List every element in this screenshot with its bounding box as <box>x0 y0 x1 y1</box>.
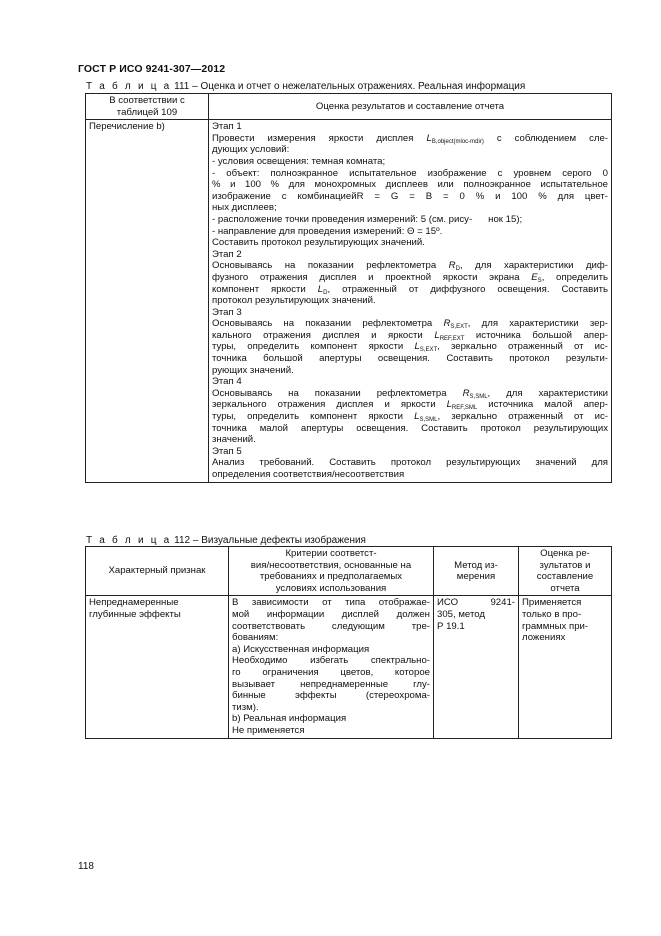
stage-title: Этап 1 <box>212 121 242 133</box>
text-line: протокол результирующих значений. <box>212 295 376 307</box>
stage-title: Этап 3 <box>212 306 242 318</box>
method-cell: ИСО 9241- 305, метод Р 19.1 <box>434 596 519 738</box>
result-cell: Применяется только в про- граммных при- ложениях <box>519 596 612 738</box>
header-cell-method: Метод из- мерения <box>434 547 519 596</box>
document-header: ГОСТ Р ИСО 9241-307—2012 <box>78 63 226 75</box>
text-line: кального отражения дисплея и яркости $L_{REF,EXT}$ источника большой апер- <box>212 329 608 342</box>
text-line: точника большой апертуры освещения. Составить протокол результи- <box>212 353 608 365</box>
header-cell-reference <box>86 94 209 120</box>
header-text: В соответствии с <box>109 95 185 106</box>
header-cell-feature: Характерный признак <box>86 547 229 596</box>
header-cell-criteria: Критерии соответст- вия/несоответствия, основанные на требованиях и предполагаемых условиях использования <box>229 547 434 596</box>
criteria-cell: В зависимости от типа отображае- мой информации дисплей должен соответствовать следующим тре- бованиям: а) Искусственная информация Необходимо избегать спектрально- го ограничения цветов, которое вызывает непреднамеренные глу- бинные эффекты (стереохрома- тизм). b) Реальная информация Не применяется <box>229 596 434 738</box>
text-line: туры, определить компонент яркости $L_{S,EXT}$, зеркально отраженный от ис- <box>212 341 608 354</box>
page-number: 118 <box>78 861 94 872</box>
text-line: - направление для проведения измерений: Θ = 15º. <box>212 225 443 237</box>
stage-title: Этап 4 <box>212 376 242 388</box>
text-line: Основываясь на показании рефлектометра $R_D$, для характеристики диф- <box>212 260 608 273</box>
header-cell-result: Оценка ре- зультатов и составление отчета <box>519 547 612 596</box>
text-line: зеркального отражения дисплея и яркости $L_{REF,SML}$ источника малой апер- <box>212 399 608 412</box>
caption-word: Т а б л и ц а <box>86 81 172 92</box>
table-header-row <box>86 547 612 596</box>
text-line: - расположение точки проведения измерений: 5 (см. рису- нок 15); <box>212 213 523 225</box>
table-header-row <box>86 94 612 120</box>
text-line: - условия освещения: темная комната; <box>212 155 386 167</box>
table-111 <box>85 93 612 483</box>
evaluation-cell <box>209 120 612 482</box>
text-line: % и 100 % для монохромных дисплеев или полноэкранное испытательное <box>212 179 608 191</box>
text-line: - объект: полноэкранное испытательное изображение с уровнем серого 0 <box>212 167 608 179</box>
text-line: Составить протокол результирующих значений. <box>212 237 425 249</box>
caption-word: Т а б л и ц а <box>86 535 172 546</box>
text-line: Основываясь на показании рефлектометра $R_{S,EXT}$, для характеристики зер- <box>212 318 608 331</box>
text-line: фузного отражения дисплея и проектной яркости экрана $E_S$, определить <box>212 271 608 284</box>
stage-title: Этап 2 <box>212 248 242 260</box>
caption-text: 111 – Оценка и отчет о нежелательных отражениях. Реальная информация <box>174 81 526 92</box>
header-cell-evaluation: Оценка результатов и составление отчета <box>209 94 612 120</box>
table-112-caption <box>86 535 366 546</box>
text-line: компонент яркости $L_D$, отраженный от диффузного освещения. Составить <box>212 283 608 296</box>
text-line: Провести измерения яркости дисплея $L_{B,object(mloc-mdir)}$ с соблюдением сле- <box>212 132 608 145</box>
text-line: рующих значений. <box>212 364 294 376</box>
caption-text: 112 – Визуальные дефекты изображения <box>174 535 366 546</box>
text-line: определения соответствия/несоответствия <box>212 469 405 480</box>
text-line: туры, определить компонент яркости $L_{S,SML}$, зеркально отраженный от ис- <box>212 411 608 424</box>
text-line: ных дисплеев; <box>212 202 277 214</box>
table-row <box>86 596 612 738</box>
table-row <box>86 120 612 482</box>
text-line: значений. <box>212 434 256 446</box>
text-line: точника малой апертуры освещения. Составить протокол результирующих <box>212 422 608 434</box>
text-line: Основываясь на показании рефлектометра $R_{S,SML}$, для характеристики <box>212 387 608 400</box>
text-line: изображение с комбинациейR = G = B = 0 % и 100 % для цвет- <box>212 190 608 202</box>
stage-title: Этап 5 <box>212 445 242 457</box>
text-line: дующих условий: <box>212 144 290 156</box>
table-112 <box>85 546 612 739</box>
row-label-cell: Перечисление b) <box>86 120 209 482</box>
header-text: таблицей 109 <box>116 106 178 118</box>
table-111-caption <box>86 81 525 92</box>
feature-cell: Непреднамеренные глубинные эффекты <box>86 596 229 738</box>
text-line: Анализ требований. Составить протокол результирующих значений для <box>212 457 608 469</box>
